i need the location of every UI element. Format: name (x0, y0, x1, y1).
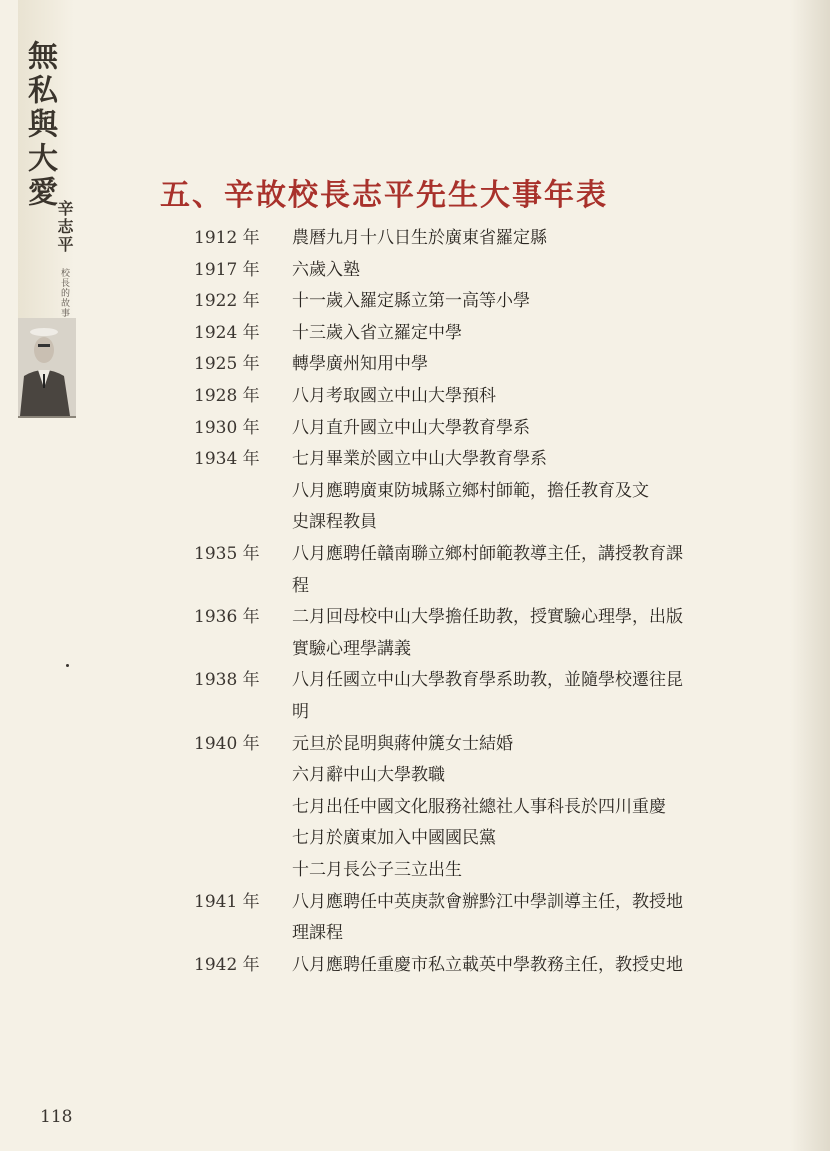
timeline-row (0, 917, 830, 949)
event-description: 八月直升國立中山大學教育學系 (292, 417, 530, 438)
timeline-row (0, 664, 830, 696)
book-author: 辛志平 (55, 200, 74, 254)
event-description: 史課程教員 (292, 512, 377, 533)
event-description: 八月應聘任重慶市私立載英中學教務主任，教授史地 (292, 954, 683, 975)
event-description: 十一歲入羅定縣立第一高等小學 (292, 291, 530, 312)
event-year: 1936 年 (194, 607, 260, 628)
event-year: 1938 年 (194, 670, 260, 691)
event-year: 1924 年 (194, 322, 260, 343)
book-subtitle: 校長的故事 (59, 268, 69, 318)
event-description: 十三歲入省立羅定中學 (292, 322, 462, 343)
timeline-row (0, 443, 830, 475)
print-speck (66, 664, 69, 667)
event-year: 1917 年 (194, 259, 260, 280)
event-description: 農曆九月十八日生於廣東省羅定縣 (292, 228, 547, 248)
timeline-row (0, 412, 830, 444)
timeline-row (0, 285, 830, 317)
timeline-row (0, 949, 830, 981)
event-year: 1922 年 (194, 291, 260, 312)
timeline-row (0, 254, 830, 286)
event-description: 理課程 (292, 923, 343, 944)
event-description: 七月出任中國文化服務社總社人事科長於四川重慶 (292, 796, 666, 817)
event-description: 程 (292, 575, 309, 596)
timeline-row (0, 475, 830, 507)
event-year: 1934 年 (194, 449, 260, 470)
event-year: 1925 年 (194, 354, 260, 375)
event-description: 六歲入塾 (292, 259, 360, 280)
event-description: 七月於廣東加入中國國民黨 (292, 828, 496, 849)
event-description: 十二月長公子三立出生 (292, 860, 462, 880)
event-description: 元旦於昆明與蔣仲篪女士結婚 (292, 733, 513, 754)
event-description: 六月辭中山大學教職 (292, 765, 445, 786)
event-description: 八月考取國立中山大學預科 (292, 386, 496, 406)
event-year: 1930 年 (194, 417, 260, 438)
timeline-row (0, 791, 830, 823)
event-description: 八月任國立中山大學教育學系助教，並隨學校遷往昆 (292, 670, 683, 691)
event-description: 轉學廣州知用中學 (292, 354, 428, 375)
timeline-row (0, 601, 830, 633)
event-year: 1928 年 (194, 386, 260, 406)
event-year: 1942 年 (194, 954, 260, 975)
page-number: 118 (40, 1107, 73, 1127)
timeline-row (0, 633, 830, 665)
book-title: 無私與大愛 (22, 40, 57, 210)
timeline-row (0, 854, 830, 886)
event-description: 明 (292, 702, 309, 722)
event-year: 1940 年 (194, 733, 260, 754)
event-description: 八月應聘廣東防城縣立鄉村師範，擔任教育及文 (292, 480, 649, 501)
timeline-row (0, 886, 830, 918)
event-year: 1912 年 (194, 228, 260, 248)
timeline-row (0, 317, 830, 349)
timeline-row (0, 380, 830, 412)
event-description: 七月畢業於國立中山大學教育學系 (292, 449, 547, 470)
event-year: 1941 年 (194, 891, 260, 912)
timeline-row (0, 570, 830, 602)
timeline-row (0, 506, 830, 538)
timeline-row (0, 728, 830, 760)
timeline-row (0, 822, 830, 854)
event-description: 八月應聘任中英庚款會辦黔江中學訓導主任，教授地 (292, 891, 683, 912)
page-title: 五、辛故校長志平先生大事年表 (160, 178, 608, 213)
timeline-row (0, 759, 830, 791)
timeline-row (0, 348, 830, 380)
event-year: 1935 年 (194, 544, 260, 564)
event-description: 八月應聘任贛南聯立鄉村師範教導主任，講授教育課 (292, 544, 683, 564)
event-description: 實驗心理學講義 (292, 638, 411, 659)
timeline-row (0, 696, 830, 728)
timeline-row (0, 538, 830, 570)
event-description: 二月回母校中山大學擔任助教，授實驗心理學，出版 (292, 607, 683, 628)
timeline-row (0, 222, 830, 254)
